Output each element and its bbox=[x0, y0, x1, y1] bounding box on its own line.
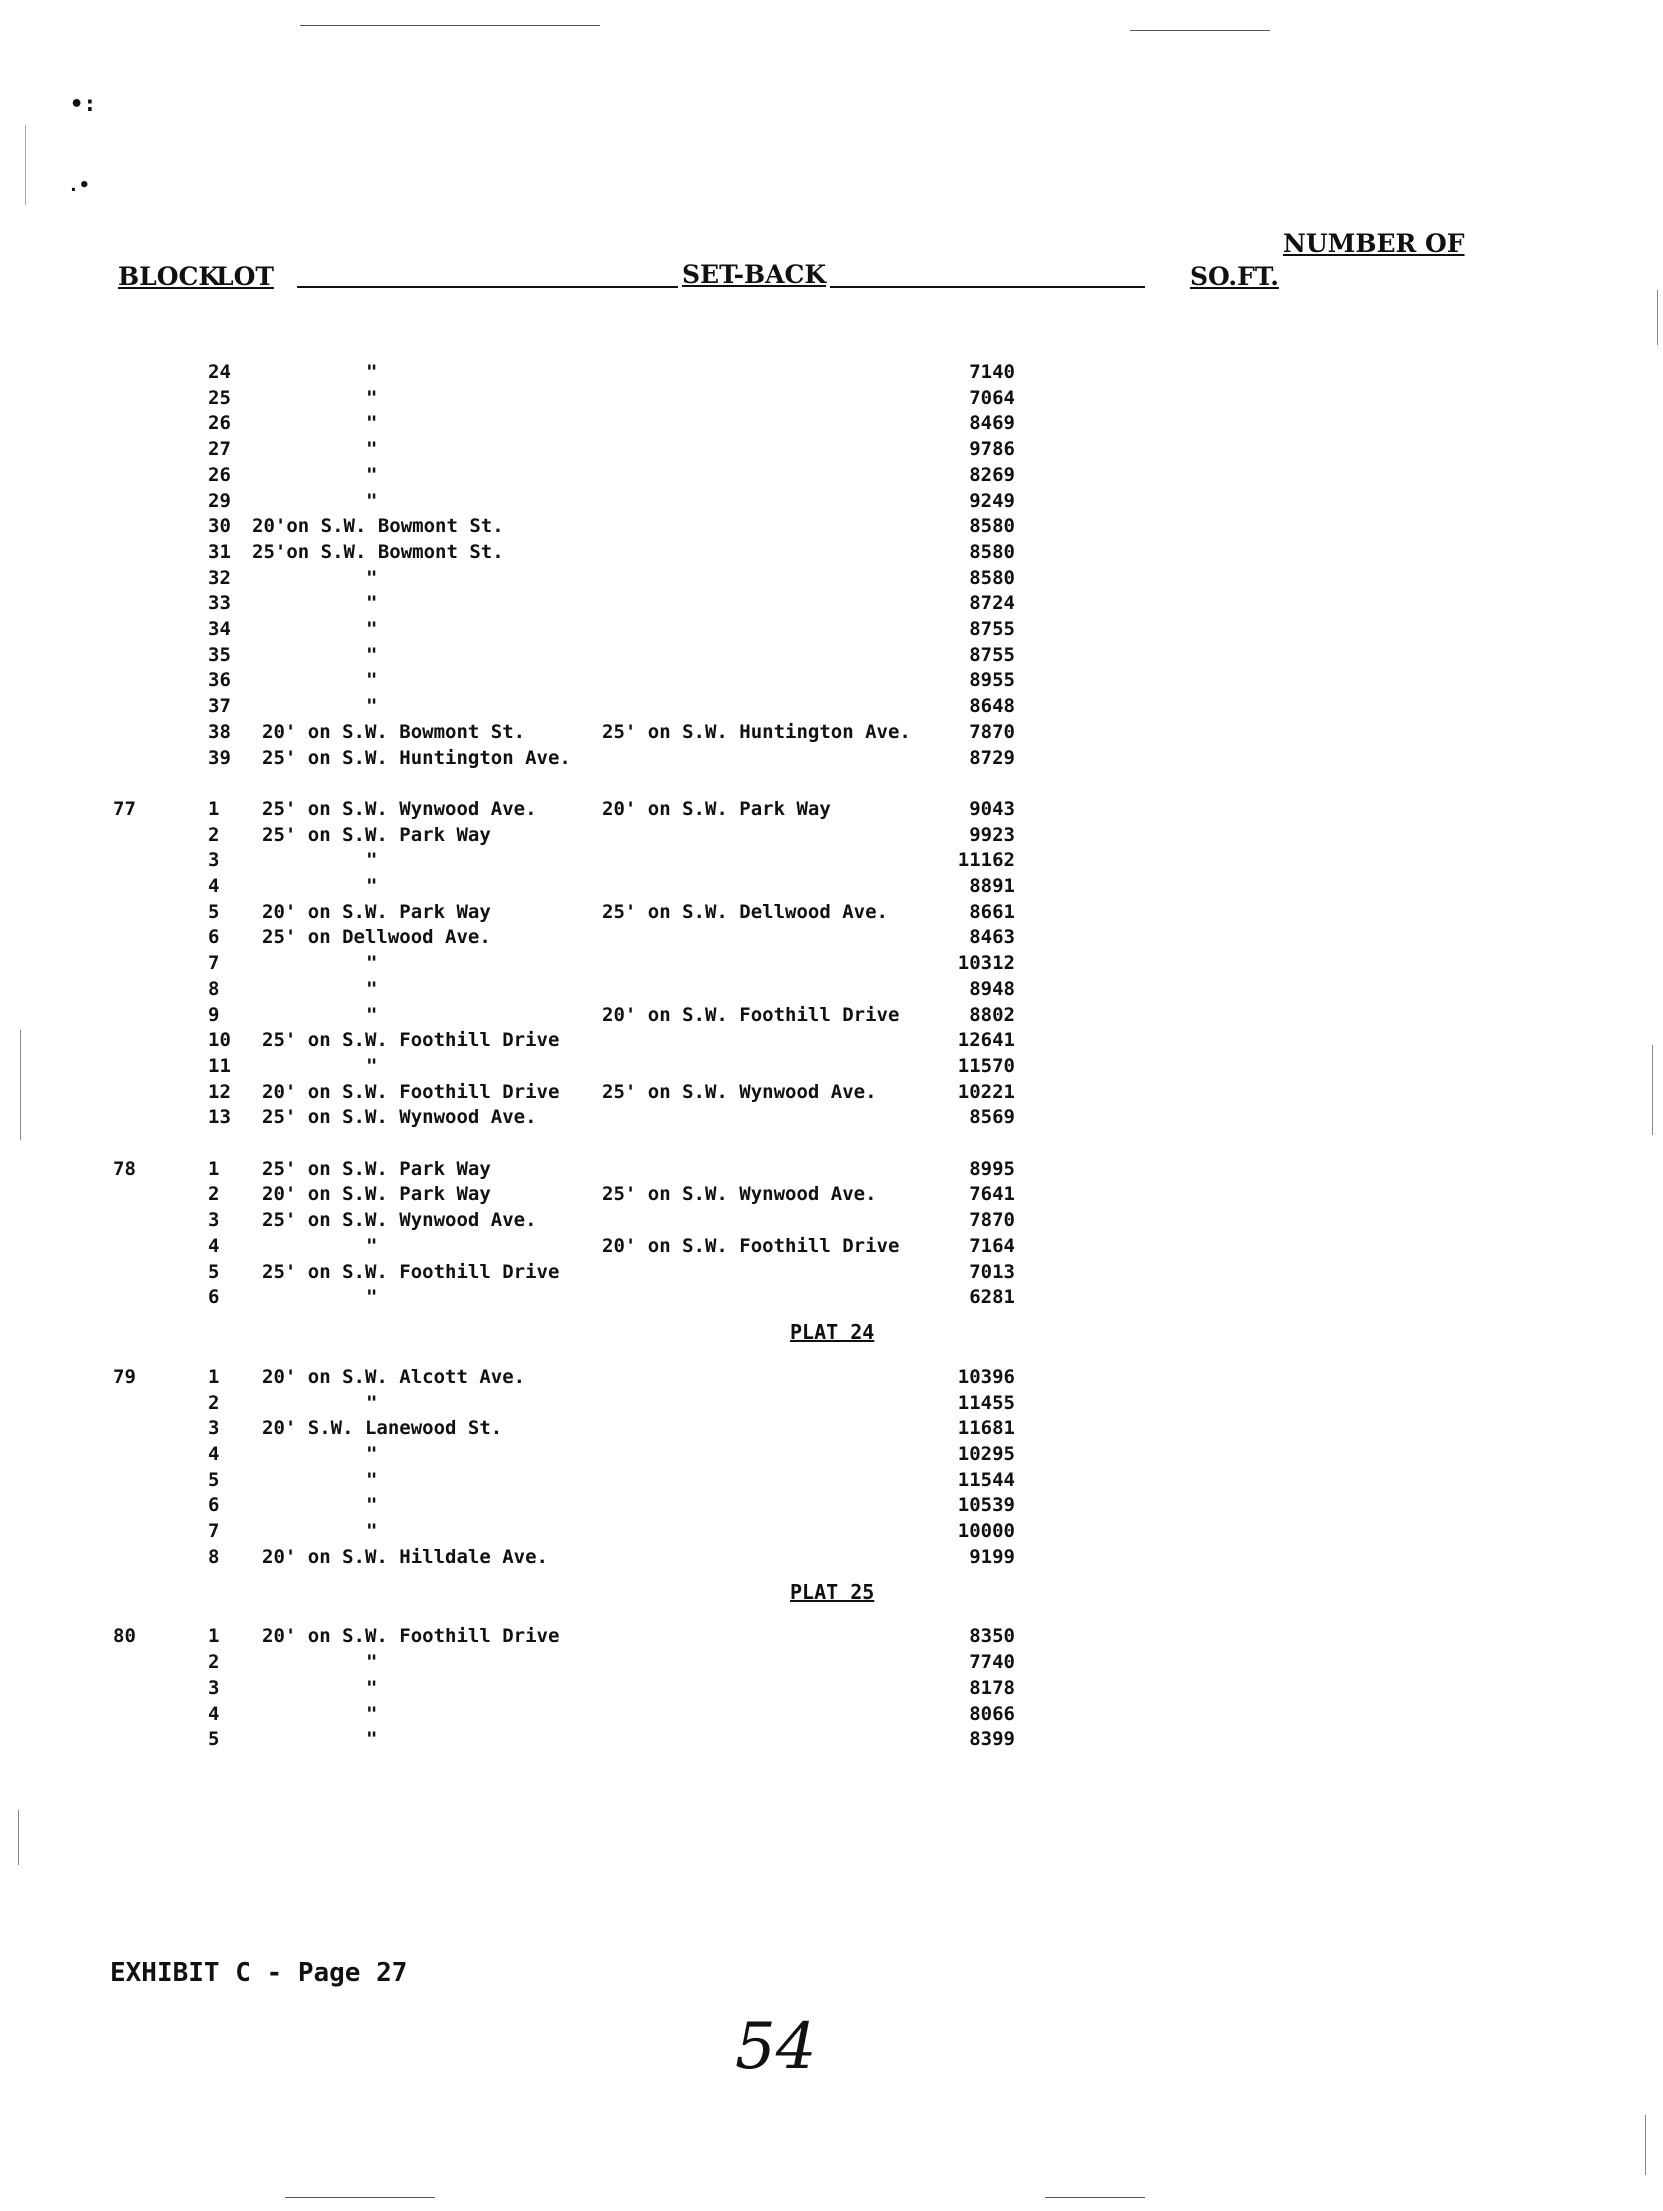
ditto-mark: " bbox=[366, 977, 378, 1000]
block-number: 77 bbox=[113, 797, 136, 820]
square-feet: 8580 bbox=[969, 566, 1015, 589]
ditto-mark: " bbox=[366, 1468, 378, 1491]
square-feet: 7013 bbox=[969, 1260, 1015, 1283]
lot-number: 24 bbox=[208, 361, 231, 383]
lot-number: 9 bbox=[208, 1003, 220, 1026]
square-feet: 10221 bbox=[957, 1080, 1015, 1103]
setback-secondary: 25' on S.W. Dellwood Ave. bbox=[602, 900, 888, 923]
lot-number: 27 bbox=[208, 438, 231, 461]
scan-artifact-line bbox=[285, 2197, 435, 2198]
ditto-mark: " bbox=[366, 412, 378, 435]
table-row bbox=[0, 950, 1663, 976]
table-row bbox=[0, 513, 1663, 539]
lot-number: 5 bbox=[208, 1260, 220, 1283]
lot-number: 4 bbox=[208, 875, 220, 897]
setback-primary: 25' on S.W. Foothill Drive bbox=[262, 1260, 560, 1283]
ditto-mark: " bbox=[366, 489, 378, 512]
ditto-mark: " bbox=[366, 1234, 378, 1257]
lot-number: 8 bbox=[208, 1545, 220, 1568]
square-feet: 10295 bbox=[957, 1442, 1015, 1465]
table-row bbox=[0, 565, 1663, 591]
setback-primary: 25' on Dellwood Ave. bbox=[262, 926, 491, 949]
table-row bbox=[0, 1259, 1663, 1285]
handwritten-page-number: 54 bbox=[735, 2010, 817, 2084]
table-row bbox=[0, 1492, 1663, 1518]
square-feet: 8729 bbox=[969, 746, 1015, 769]
lot-number: 2 bbox=[208, 823, 220, 846]
square-feet: 8948 bbox=[969, 977, 1015, 1000]
square-feet: 8469 bbox=[969, 412, 1015, 435]
square-feet: 10000 bbox=[957, 1520, 1015, 1543]
ditto-mark: " bbox=[366, 952, 378, 975]
table-row bbox=[0, 1415, 1663, 1441]
table-row bbox=[0, 1156, 1663, 1182]
block-number: 79 bbox=[113, 1365, 136, 1388]
ditto-mark: " bbox=[366, 1651, 378, 1674]
setback-primary: 25' on S.W. Foothill Drive bbox=[262, 1029, 560, 1052]
table-row bbox=[0, 873, 1663, 899]
ditto-mark: " bbox=[366, 669, 378, 692]
table-row bbox=[0, 924, 1663, 950]
table-row bbox=[0, 976, 1663, 1002]
setback-primary: 25' on S.W. Wynwood Ave. bbox=[262, 1209, 537, 1232]
plat-heading: PLAT 24 bbox=[790, 1320, 875, 1345]
lot-number: 1 bbox=[208, 1625, 220, 1648]
setback-secondary: 20' on S.W. Park Way bbox=[602, 797, 831, 820]
square-feet: 8066 bbox=[969, 1702, 1015, 1725]
square-feet: 8802 bbox=[969, 1003, 1015, 1026]
ditto-mark: " bbox=[366, 1702, 378, 1725]
table-row bbox=[0, 1002, 1663, 1028]
table-row bbox=[0, 1079, 1663, 1105]
lot-number: 3 bbox=[208, 1417, 220, 1440]
setback-primary: 25'on S.W. Bowmont St. bbox=[252, 540, 504, 563]
ditto-mark: " bbox=[366, 1442, 378, 1465]
table-row bbox=[0, 693, 1663, 719]
table-row bbox=[0, 1441, 1663, 1467]
table-row bbox=[0, 488, 1663, 514]
table-row bbox=[0, 847, 1663, 873]
table-row bbox=[0, 1467, 1663, 1493]
ditto-mark: " bbox=[366, 438, 378, 461]
setback-primary: 25' on S.W. Huntington Ave. bbox=[262, 746, 571, 769]
lot-number: 2 bbox=[208, 1391, 220, 1414]
square-feet: 11162 bbox=[957, 849, 1015, 872]
lot-number: 5 bbox=[208, 1468, 220, 1491]
lot-number: 3 bbox=[208, 1209, 220, 1232]
square-feet: 7641 bbox=[969, 1183, 1015, 1206]
setback-primary: 20' on S.W. Hilldale Ave. bbox=[262, 1545, 548, 1568]
ditto-mark: " bbox=[366, 463, 378, 486]
square-feet: 9786 bbox=[969, 438, 1015, 461]
square-feet: 8755 bbox=[969, 643, 1015, 666]
lot-number: 7 bbox=[208, 952, 220, 975]
table-row bbox=[0, 1649, 1663, 1675]
square-feet: 9923 bbox=[969, 823, 1015, 846]
table-row bbox=[0, 1701, 1663, 1727]
ditto-mark: " bbox=[366, 566, 378, 589]
table-row bbox=[0, 385, 1663, 411]
table-row bbox=[0, 1726, 1663, 1752]
lot-number: 8 bbox=[208, 977, 220, 1000]
setback-primary: 20'on S.W. Bowmont St. bbox=[252, 515, 504, 538]
lot-number: 3 bbox=[208, 1676, 220, 1699]
table-row bbox=[0, 1207, 1663, 1233]
lot-number: 1 bbox=[208, 1365, 220, 1388]
table-row bbox=[0, 1390, 1663, 1416]
square-feet: 7164 bbox=[969, 1234, 1015, 1257]
lot-number: 7 bbox=[208, 1520, 220, 1543]
table-row bbox=[0, 1518, 1663, 1544]
table-row bbox=[0, 616, 1663, 642]
table-row bbox=[0, 1233, 1663, 1259]
square-feet: 8269 bbox=[969, 463, 1015, 486]
square-feet: 8661 bbox=[969, 900, 1015, 923]
table-row bbox=[0, 822, 1663, 848]
square-feet: 8955 bbox=[969, 669, 1015, 692]
lot-number: 34 bbox=[208, 618, 231, 640]
lot-number: 6 bbox=[208, 1494, 220, 1517]
square-feet: 7870 bbox=[969, 720, 1015, 743]
square-feet: 8891 bbox=[969, 875, 1015, 897]
table-row bbox=[0, 539, 1663, 565]
lot-number: 31 bbox=[208, 540, 231, 563]
lot-number: 5 bbox=[208, 900, 220, 923]
header-sqft-line2: SO.FT. bbox=[1190, 262, 1279, 291]
lot-number: 5 bbox=[208, 1728, 220, 1751]
square-feet: 7740 bbox=[969, 1651, 1015, 1674]
header-lot: LOT bbox=[216, 262, 274, 291]
setback-primary: 20' on S.W. Foothill Drive bbox=[262, 1625, 560, 1648]
square-feet: 9199 bbox=[969, 1545, 1015, 1568]
lot-number: 1 bbox=[208, 797, 220, 820]
ditto-mark: " bbox=[366, 1054, 378, 1077]
table-row bbox=[0, 359, 1663, 385]
setback-primary: 20' on S.W. Alcott Ave. bbox=[262, 1365, 526, 1388]
table-row bbox=[0, 1364, 1663, 1390]
scan-artifact-line bbox=[25, 125, 26, 205]
square-feet: 7064 bbox=[969, 386, 1015, 409]
lot-number: 33 bbox=[208, 592, 231, 615]
setback-primary: 25' on S.W. Park Way bbox=[262, 1157, 491, 1180]
table-row bbox=[0, 719, 1663, 745]
ditto-mark: " bbox=[366, 618, 378, 640]
setback-primary: 20' on S.W. Park Way bbox=[262, 900, 491, 923]
lot-number: 11 bbox=[208, 1054, 231, 1077]
ditto-mark: " bbox=[366, 1391, 378, 1414]
setback-secondary: 20' on S.W. Foothill Drive bbox=[602, 1234, 900, 1257]
square-feet: 11681 bbox=[957, 1417, 1015, 1440]
scan-artifact-line bbox=[1045, 2197, 1145, 2198]
scan-artifact-line bbox=[1130, 30, 1270, 31]
scan-speck: •: bbox=[70, 92, 97, 117]
setback-primary: 25' on S.W. Wynwood Ave. bbox=[262, 1106, 537, 1129]
ditto-mark: " bbox=[366, 1728, 378, 1751]
square-feet: 10396 bbox=[957, 1365, 1015, 1388]
setback-secondary: 25' on S.W. Huntington Ave. bbox=[602, 720, 911, 743]
lot-number: 26 bbox=[208, 412, 231, 435]
ditto-mark: " bbox=[366, 1286, 378, 1309]
ditto-mark: " bbox=[366, 1520, 378, 1543]
lot-number: 26 bbox=[208, 463, 231, 486]
table-row bbox=[0, 410, 1663, 436]
setback-primary: 25' on S.W. Wynwood Ave. bbox=[262, 797, 537, 820]
lot-number: 36 bbox=[208, 669, 231, 692]
lot-number: 39 bbox=[208, 746, 231, 769]
table-row bbox=[0, 1675, 1663, 1701]
square-feet: 8995 bbox=[969, 1157, 1015, 1180]
square-feet: 6281 bbox=[969, 1286, 1015, 1309]
ditto-mark: " bbox=[366, 361, 378, 383]
table-row bbox=[0, 1027, 1663, 1053]
square-feet: 8569 bbox=[969, 1106, 1015, 1129]
square-feet: 8755 bbox=[969, 618, 1015, 640]
square-feet: 9249 bbox=[969, 489, 1015, 512]
table-row bbox=[0, 796, 1663, 822]
setback-primary: 20' on S.W. Bowmont St. bbox=[262, 720, 526, 743]
lot-number: 13 bbox=[208, 1106, 231, 1129]
setback-secondary: 25' on S.W. Wynwood Ave. bbox=[602, 1080, 877, 1103]
setback-secondary: 25' on S.W. Wynwood Ave. bbox=[602, 1183, 877, 1206]
setback-secondary: 20' on S.W. Foothill Drive bbox=[602, 1003, 900, 1026]
lot-number: 2 bbox=[208, 1183, 220, 1206]
table-row bbox=[0, 462, 1663, 488]
lot-number: 1 bbox=[208, 1157, 220, 1180]
plat-heading: PLAT 25 bbox=[790, 1579, 875, 1604]
lot-number: 38 bbox=[208, 720, 231, 743]
ditto-mark: " bbox=[366, 695, 378, 718]
lot-number: 37 bbox=[208, 695, 231, 718]
square-feet: 11570 bbox=[957, 1054, 1015, 1077]
table-row bbox=[0, 1104, 1663, 1130]
square-feet: 8463 bbox=[969, 926, 1015, 949]
ditto-mark: " bbox=[366, 643, 378, 666]
square-feet: 7870 bbox=[969, 1209, 1015, 1232]
lot-number: 6 bbox=[208, 926, 220, 949]
scan-artifact-line bbox=[18, 1810, 19, 1865]
table-row bbox=[0, 642, 1663, 668]
square-feet: 10539 bbox=[957, 1494, 1015, 1517]
header-block: BLOCK bbox=[118, 262, 221, 291]
lot-number: 35 bbox=[208, 643, 231, 666]
square-feet: 8648 bbox=[969, 695, 1015, 718]
ditto-mark: " bbox=[366, 1676, 378, 1699]
lot-number: 6 bbox=[208, 1286, 220, 1309]
square-feet: 7140 bbox=[969, 361, 1015, 383]
table-row bbox=[0, 1284, 1663, 1310]
scan-artifact-line bbox=[300, 25, 600, 26]
setback-primary: 25' on S.W. Park Way bbox=[262, 823, 491, 846]
lot-number: 10 bbox=[208, 1029, 231, 1052]
lot-number: 4 bbox=[208, 1234, 220, 1257]
ditto-mark: " bbox=[366, 849, 378, 872]
table-row bbox=[0, 1053, 1663, 1079]
square-feet: 8350 bbox=[969, 1625, 1015, 1648]
table-row bbox=[0, 667, 1663, 693]
lot-number: 29 bbox=[208, 489, 231, 512]
table-row bbox=[0, 436, 1663, 462]
lot-number: 32 bbox=[208, 566, 231, 589]
setback-primary: 20' S.W. Lanewood St. bbox=[262, 1417, 503, 1440]
block-number: 80 bbox=[113, 1625, 136, 1648]
setback-primary: 20' on S.W. Foothill Drive bbox=[262, 1080, 560, 1103]
table-row bbox=[0, 590, 1663, 616]
exhibit-footer: EXHIBIT C - Page 27 bbox=[110, 1958, 408, 1988]
table-row bbox=[0, 1544, 1663, 1570]
square-feet: 8399 bbox=[969, 1728, 1015, 1751]
table-row bbox=[0, 1181, 1663, 1207]
scan-speck: .• bbox=[68, 175, 90, 196]
lot-number: 4 bbox=[208, 1442, 220, 1465]
lot-number: 12 bbox=[208, 1080, 231, 1103]
lot-number: 3 bbox=[208, 849, 220, 872]
lot-number: 25 bbox=[208, 386, 231, 409]
ditto-mark: " bbox=[366, 1003, 378, 1026]
header-sqft-line1: NUMBER OF bbox=[1283, 229, 1465, 258]
header-setback: SET-BACK bbox=[678, 260, 830, 289]
lot-number: 2 bbox=[208, 1651, 220, 1674]
block-number: 78 bbox=[113, 1157, 136, 1180]
table-row bbox=[0, 745, 1663, 771]
square-feet: 11544 bbox=[957, 1468, 1015, 1491]
lot-number: 4 bbox=[208, 1702, 220, 1725]
table-row bbox=[0, 899, 1663, 925]
square-feet: 10312 bbox=[957, 952, 1015, 975]
scan-artifact-line bbox=[1645, 2115, 1646, 2175]
lot-number: 30 bbox=[208, 515, 231, 538]
square-feet: 12641 bbox=[957, 1029, 1015, 1052]
square-feet: 8580 bbox=[969, 515, 1015, 538]
ditto-mark: " bbox=[366, 1494, 378, 1517]
ditto-mark: " bbox=[366, 592, 378, 615]
setback-primary: 20' on S.W. Park Way bbox=[262, 1183, 491, 1206]
square-feet: 8724 bbox=[969, 592, 1015, 615]
ditto-mark: " bbox=[366, 386, 378, 409]
scan-artifact-line bbox=[1657, 290, 1658, 345]
table-row bbox=[0, 1623, 1663, 1649]
square-feet: 8580 bbox=[969, 540, 1015, 563]
square-feet: 8178 bbox=[969, 1676, 1015, 1699]
square-feet: 9043 bbox=[969, 797, 1015, 820]
square-feet: 11455 bbox=[957, 1391, 1015, 1414]
ditto-mark: " bbox=[366, 875, 378, 897]
